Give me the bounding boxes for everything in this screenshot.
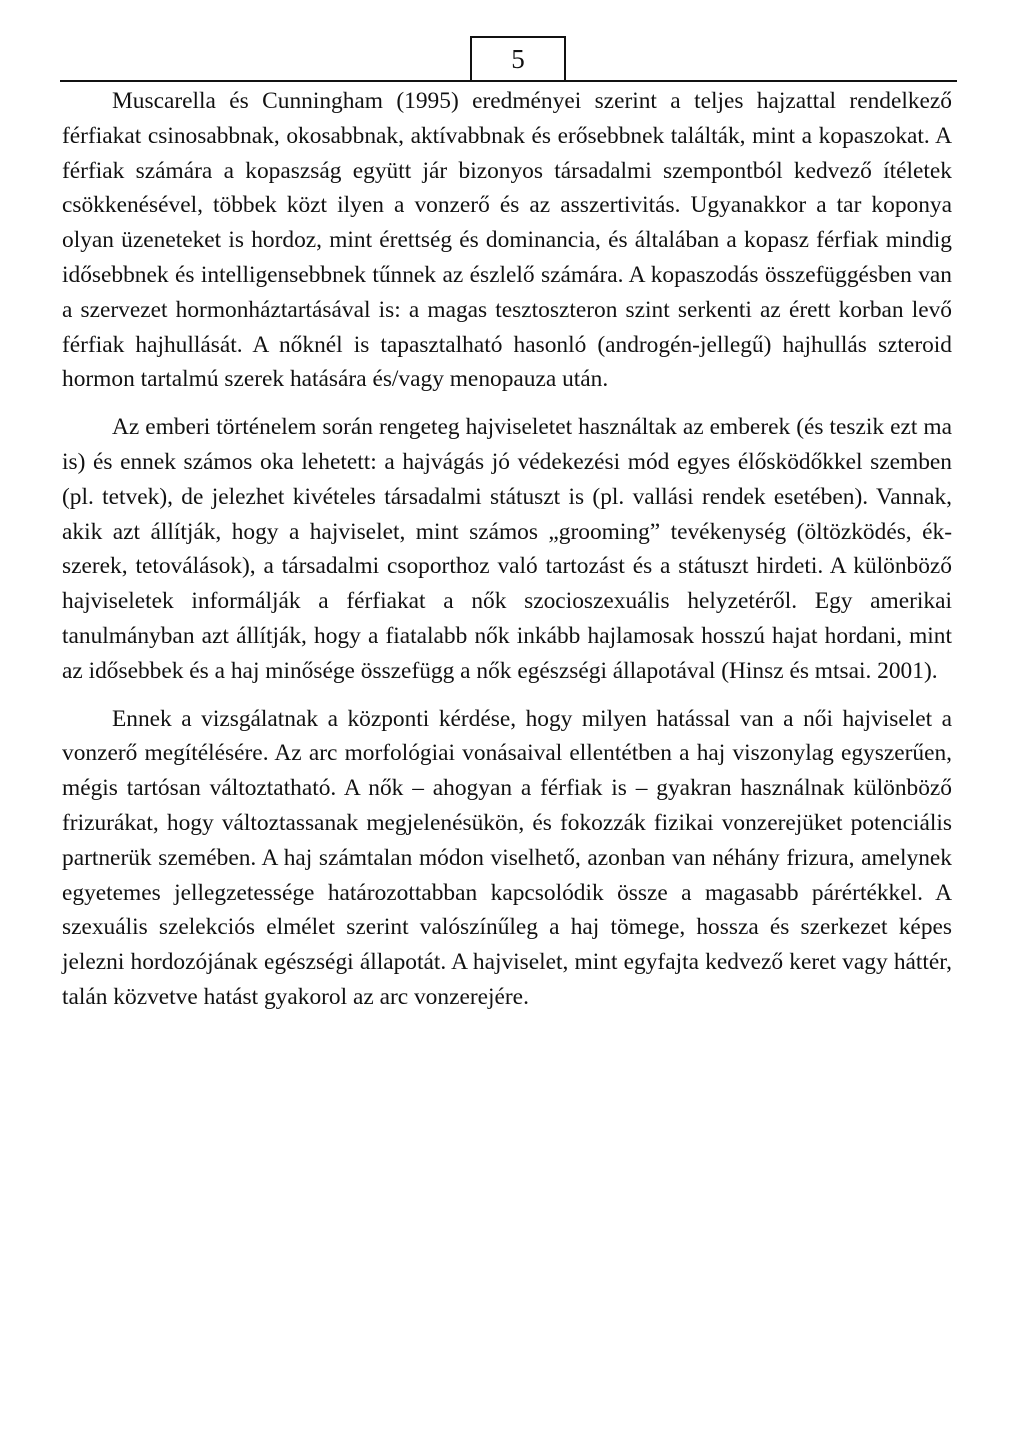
paragraph-study-question: Ennek a vizsgálatnak a központi kérdése, hogy milyen hatással van a női hajviselet a vonzerő megítélésére. Az arc morfológiai vonásaival ellentétben a haj viszonylag egyszerűen, mégis tartósan változtatható. A nők – ahogyan a férfiak is – gyakran használnak különböző frizurákat, hogy változtassanak megjelenésükön, és fokozzák fizikai vonzerejüket potenciális partnerük szemében. A haj számtalan módon viselhető, azonban van néhány frizura, amelynek egyetemes jellegzetessége határozottabban kapcsolódik össze a magasabb párértékkel. A szexuális szelekciós elmélet szerint valószínűleg a haj tömege, hossza és szerkezet képes jelezni hordozójának egészségi állapotát. A hajviselet, mint egyfajta kedvező keret vagy háttér, talán közvetve hatást gyakorol az arc vonzerejére.	[62, 705, 952, 1010]
paragraph-hairstyle-history: Az emberi történelem során rengeteg hajviseletet használtak az emberek (és teszik ezt ma is) és ennek számos oka lehetett: a hajvágás jó védekezési mód egyes élősködőkkel szemben (pl. tetvek), de jelezhet kivételes társadalmi státuszt is (pl. vallási rendek esetében). Vannak, akik azt állítják, hogy a hajviselet, mint számos „grooming” tevékenység (öltözködés, ékszerek, tetoválások), a társadalmi csoporthoz való tartozást és a státuszt hirdeti. A különböző hajviseletek informálják a férfiakat a nők szocioszexuális helyzetéről. Egy amerikai tanulmányban azt állítják, hogy a fiatalabb nők inkább hajlamosak hosszú hajat hordani, mint az idősebbek és a haj minősége összefügg a nők egészségi állapotával (Hinsz és mtsai. 2001).	[62, 414, 952, 684]
page-body	[62, 84, 952, 1028]
paragraph-baldness: Muscarella és Cunningham (1995) eredményei szerint a teljes hajzattal rendelkező férfiakat csinosabbnak, okosabbnak, aktívabbnak és erősebbnek találták, mint a kopaszokat. A férfiak számára a kopaszság együtt jár bizonyos társadalmi szempontból kedvező ítéletek csökkenésével, többek közt ilyen a vonzerő és az asszertivitás. Ugyanakkor a tar koponya olyan üzeneteket is hordoz, mint érettség és dominancia, és általában a kopasz férfiak mindig idősebbnek és intelligensebbnek tűnnek az észlelő számára. A kopaszodás összefüggésben van a szervezet hormonháztartásával is: a magas tesztoszteron szint serkenti az érett korban levő férfiak hajhullását. A nőknél is tapasztalható hasonló (androgén-jellegű) hajhullás szteroid hormon tartalmú szerek hatására és/vagy menopauza után.	[62, 88, 952, 393]
page-number	[470, 36, 566, 80]
header-rule	[60, 80, 957, 82]
page-number-text: 5	[511, 43, 525, 74]
